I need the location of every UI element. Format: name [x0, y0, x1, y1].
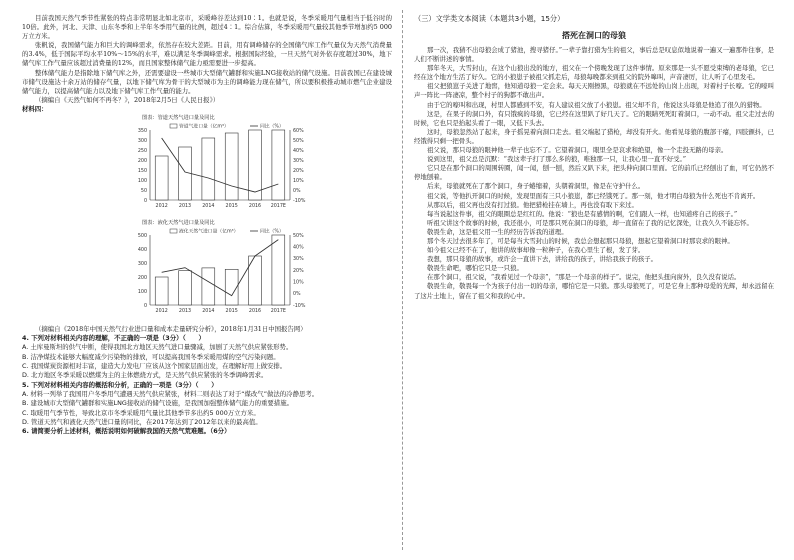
- y2-tick-label: 40%: [293, 245, 304, 251]
- story-paragraph: 祖父说，等他扒开洞口的时候，发现里面有三只小狼崽，都已经饿死了。那一刻，他才明白母狼为什么死也不肯离开。: [427, 191, 760, 200]
- chart-title: 图表：管道天然气进口量及同比: [142, 115, 215, 122]
- story-paragraph: 在那个洞口，祖父说，“我看见过一个母亲”，“那是一个母亲的样子”。说完，他把头扭向窗外，良久没有说话。: [427, 273, 741, 282]
- y-tick-label: 50: [140, 188, 147, 194]
- paragraph: 张帆说，我国储气能力和巨大的调峰需求，依然存在较大差距。目前，用有调峰储存的全国储气库工作气量仅为天然气消费量的3.4%，低于国际平均水平10%～15%的水平，难以满足冬季调峰需求。根据国际经验，一旦天然气对外依存度超过30%，地下储气库工作气量应该超过消费量的12%，而且国家整体储气能力亟需要进一步提高。: [22, 41, 392, 68]
- story-paragraph: 说到这里，祖父总是沉默：“我这辈子打了那么多的狼，唯独那一只，让我心里一直不好受。”: [427, 155, 686, 164]
- bar: [272, 235, 285, 305]
- pipeline-gas-chart-svg: [22, 122, 322, 214]
- source-note: （摘编自《天然气如何不再冬？》，2018年2月5日《人民日报》）: [35, 95, 220, 104]
- question-6-stem: 6. 请简要分析上述材料，概括说明如何破解我国的天然气荒难题。（6分）: [22, 427, 231, 436]
- question-5-option-a: A. 材料一列举了我国用户冬季用气遭遇天然气供应紧张，材料二则表达了对于“煤改气”做法的冷静思考。: [22, 389, 319, 398]
- y-tick-label: 200: [137, 158, 147, 164]
- bar: [225, 133, 238, 200]
- story-title: 搭死在洞口的母狼: [562, 30, 626, 40]
- x-tick-label: 2014: [202, 204, 215, 210]
- y2-tick-label: 30%: [293, 158, 304, 164]
- question-5-option-b: B. 建设城市大型储气罐群和实施LNG接收站的储气设施，是我国加强整体储气能力的重要措施。: [22, 399, 293, 408]
- legend-bar-label: 液化天然气进口量（亿m³）: [179, 229, 239, 235]
- y2-tick-label: 60%: [293, 128, 304, 134]
- left-column: [22, 14, 392, 436]
- story-paragraph: 从那以后，祖父再也没有打过狼。他把猎枪挂在墙上，再也没有取下来过。: [427, 200, 638, 209]
- y2-tick-label: 0%: [293, 188, 301, 194]
- story-paragraph: 它只是在那个洞口的周围转圈，闻一闻，刨一刨，然后又趴下来，把头伸向洞口里面。它的前爪已经刨出了血，可它仍然不停地刨着。: [414, 164, 774, 182]
- y2-tick-label: 40%: [293, 148, 304, 154]
- question-5-stem: 5. 下列对材料相关内容的概括和分析，正确的一项是（3分）（ ）: [22, 380, 218, 389]
- y2-tick-label: 0%: [293, 292, 301, 298]
- bar: [155, 156, 168, 200]
- x-tick-label: 2016: [248, 309, 262, 315]
- x-tick-label: 2017E: [270, 309, 286, 315]
- column-divider: [402, 10, 403, 550]
- story-paragraph: 敬畏生命吧，哪怕它只是一只狼。: [427, 264, 523, 273]
- question-4-option-b: B. 洁净煤技术能够大幅度减少污染物的排放，可以提高我国冬季采暖用煤的空气污染问题。: [22, 352, 280, 361]
- x-tick-label: 2015: [225, 204, 238, 210]
- x-tick-label: 2012: [155, 204, 168, 210]
- y-tick-label: 500: [137, 233, 147, 239]
- story-paragraph: 由于它的嚎叫和出现，村里人都感到不安，有人建议祖父放了小狼崽。祖父却不肯，他说这头母狼是他追了很久的猎物。: [427, 100, 766, 109]
- material-four-label: 材料四：: [22, 104, 48, 113]
- y-tick-label: 200: [137, 275, 147, 281]
- legend-line-label: 同比（%）: [260, 229, 284, 235]
- y-tick-label: 150: [137, 168, 147, 174]
- x-tick-label: 2012: [155, 309, 168, 315]
- y2-tick-label: 30%: [293, 257, 304, 263]
- y-tick-label: 100: [137, 178, 147, 184]
- legend-line-label: 同比（%）: [260, 124, 284, 130]
- y2-tick-label: 20%: [293, 268, 304, 274]
- question-4-option-d: D. 北方地区冬季采暖以燃煤为主的主体燃烧方式，是天然气供应紧张的冬季调峰需求。: [22, 371, 268, 380]
- chart-title: 图表：液化天然气进口量及同比: [142, 220, 215, 227]
- legend-bar-label: 管道气进口量（亿m³）: [179, 124, 229, 130]
- paragraph: 整体储气能力是指除地下储气库之外，还需要建设一些城市大型储气罐群和实施LNG接收站的储气设施。目前我国已在建设城市储气设施达十余万站的储存气量，以地下储气库为骨干的大型城市为主的调峰能力现在储气，所以要积极推动城市燃气企业建设储气能力，以提高储气能力以及地下储气库工作气量的能力。: [22, 68, 392, 95]
- question-5-option-c: C. 取暖用气季节性，导致北京市冬季采暖用气量比其他季节多出约5 000万立方米。: [22, 408, 260, 417]
- y-tick-label: 0: [143, 198, 147, 204]
- story-paragraph: 那一次，我猜不出母狼会成了猪池，搜寻猪仔。”一辈子靠打猎为生的祖父，事后总是叹息似地说着一遍又一遍那件往事，是人们不断讲述的事情。: [414, 46, 774, 64]
- story-paragraph: 我想，那只母狼的故事，或许会一直讲下去，讲给我的孩子，讲给我孩子的孩子。: [427, 255, 658, 264]
- bar: [249, 130, 262, 200]
- legend-bar-swatch: [170, 229, 177, 233]
- y-tick-label: 100: [137, 289, 147, 295]
- paragraph: 目前我国天然气季节性紧张的特点非常明显北如北京市，采暖峰谷差达到10∶1。也就是说，冬季采暖用气量相当于低谷时的10倍。此外，河北、天津、山东冬季和上半年冬季用气量的比例，超过4∶1。综合估算，冬季采暖用气量较其他季节增加约5 000万立方米。: [22, 14, 392, 41]
- y2-tick-label: 50%: [293, 233, 304, 239]
- story-paragraph: 祖父说，那只母狼的眼神他一辈子也忘不了。它望着洞口，眼里全是哀求和绝望，像一个走投无路的母亲。: [427, 146, 728, 155]
- story-paragraph: 后来，母狼就死在了那个洞口，身子蜷缩着，头朝着洞里，像是在守护什么。: [427, 182, 645, 191]
- y2-tick-label: -10%: [293, 303, 306, 309]
- y2-tick-label: 50%: [293, 138, 304, 144]
- y2-tick-label: 10%: [293, 178, 304, 184]
- story-paragraph: 那年冬天，大雪封山，在这个山狼出没的地方，祖父在一个傍晚发现了这件事情。原来那是一头不愿受束缚的老母狼，它已经在这个地方生活了好久。它的小狼崽子被祖父抓走后，母狼每晚都来到祖父的院外嗥叫，声音凄厉，让人听了心里发毛。: [414, 64, 774, 82]
- story-paragraph: 如今祖父已经不在了，他讲的故事却像一粒种子，在我心里生了根，发了芽。: [427, 246, 645, 255]
- lng-chart-svg: [22, 227, 322, 319]
- question-4-stem: 4. 下列对材料相关内容的理解，不正确的一项是（3分）（ ）: [22, 334, 205, 343]
- right-column: [414, 14, 774, 301]
- y-tick-label: 300: [137, 138, 147, 144]
- story-paragraph: 这时，母狼忽然站了起来，身子摇晃着向洞口走去。祖父端起了猎枪，却没有开火。他看见母狼的腹部干瘪，四肢颤抖，已经饿得只剩一把骨头。: [414, 127, 774, 145]
- bar: [272, 130, 285, 200]
- lng-chart: [22, 220, 322, 323]
- bar: [179, 271, 192, 305]
- story-paragraph: 敬畏生命，这是祖父用一生的经历告诉我的道理。: [427, 227, 568, 236]
- x-tick-label: 2015: [225, 309, 238, 315]
- source-note: （摘编自《2018年中国天然气行业进口量和成本走量研究分析》，2018年1月31日中国报告网）: [35, 325, 307, 334]
- x-tick-label: 2013: [178, 309, 192, 315]
- bar: [155, 277, 168, 305]
- y-tick-label: 350: [137, 128, 147, 134]
- x-tick-label: 2017E: [270, 204, 286, 210]
- question-4-option-c: C. 我国煤炭资源相对丰富，建造大力发电厂应该从这个国家层面出发，在理解好用上做安排。: [22, 362, 287, 371]
- story-paragraph: 听祖父讲这个故事的时候，我还很小，可是那只死在洞口的母狼，却一直留在了我的记忆深处，让我久久不能忘怀。: [427, 218, 753, 227]
- section-title: （三）文学类文本阅读（本题共3小题，15分）: [414, 14, 565, 23]
- bar: [202, 268, 215, 305]
- y2-tick-label: -10%: [293, 198, 306, 204]
- y-tick-label: 250: [137, 148, 147, 154]
- story-paragraph: 这是，在果子的洞口外，有只饿疯的母狼，它已经在这里趴了好几天了。它的眼睛死死盯着洞口，一动不动。祖父走过去的时候，它也只是抬起头看了一眼，又低下头去。: [414, 109, 774, 127]
- question-5-option-d: D. 管道天然气和液化天然气进口量的同比，在2017年达到了2012年以来的最高值。: [22, 417, 262, 426]
- pipeline-gas-chart: [22, 115, 322, 218]
- legend-bar-swatch: [170, 124, 177, 128]
- story-paragraph: 敬畏生命，敬畏每一个为孩子付出一切的母亲，哪怕它是一只狼。那头母狼死了，可是它身上那种母爱的光辉，却永远留在了这片土地上，留在了祖父和我的心中。: [414, 282, 774, 300]
- x-tick-label: 2016: [248, 204, 262, 210]
- y-tick-label: 300: [137, 261, 147, 267]
- x-tick-label: 2014: [202, 309, 215, 315]
- y-tick-label: 400: [137, 247, 147, 253]
- x-tick-label: 2013: [178, 204, 192, 210]
- story-paragraph: 每当说起这件事，祖父的眼圈总是红红的。他说：“狼也是有感情的啊，它们跟人一样，也知道疼自己的孩子。”: [427, 209, 738, 218]
- question-4-option-a: A. 土库曼斯坦的供气中断，使得我国北方地区天然气进口量骤减，加剧了天然气供应紧张形势。: [22, 343, 293, 352]
- y2-tick-label: 10%: [293, 280, 304, 286]
- bar: [202, 138, 215, 200]
- story-paragraph: 那个冬天过去很多年了，可是每当大雪封山的时候，我总会想起那只母狼，想起它望着洞口时那哀求的眼神。: [427, 236, 734, 245]
- y2-tick-label: 20%: [293, 168, 304, 174]
- story-body: [414, 46, 774, 301]
- story-paragraph: 祖父把狼崽子关进了地窖，他知道母狼一定会来。每天天刚擦黑，母狼就在不远处的山岗上出现，对着村子长嚎。它的嚎叫声一阵比一阵凄凉，整个村子的狗都不敢出声。: [414, 82, 774, 100]
- y-tick-label: 0: [143, 303, 147, 309]
